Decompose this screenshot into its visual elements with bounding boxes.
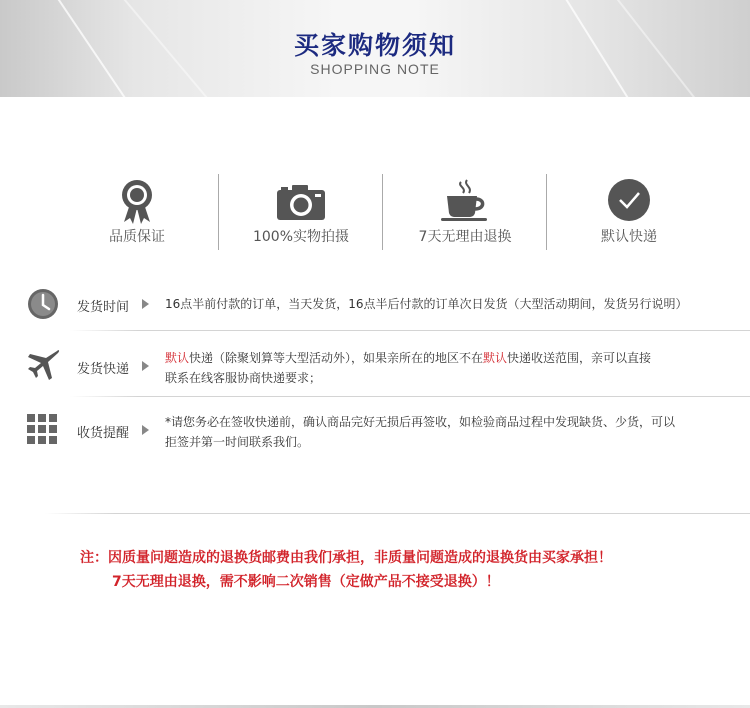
- text-segment: 快递收送范围，亲可以直接: [507, 351, 652, 365]
- page-subtitle: SHOPPING NOTE: [310, 61, 440, 77]
- airplane-icon: [26, 348, 60, 382]
- note-line: 7天无理由退换，需不影响二次销售（定做产品不接受退换）！: [112, 574, 500, 590]
- return-policy-note: [80, 546, 720, 594]
- feature-label: 100%实物拍摄: [252, 229, 350, 245]
- clock-icon: [26, 287, 60, 321]
- notice-text-line: *请您务必在签收快递前，确认商品完好无损后再签收，如检验商品过程中发现缺货、少货，可以: [165, 415, 676, 429]
- notice-text: 16点半前付款的订单，当天发货，16点半后付款的订单次日发货（大型活动期间，发货另行说明）: [165, 297, 688, 311]
- notice-label: 发货快递: [77, 362, 130, 377]
- coffee-cup-icon: [437, 178, 493, 224]
- feature-strip: [55, 172, 710, 252]
- divider: [70, 330, 750, 331]
- grid-icon: [26, 412, 60, 446]
- checkmark-circle-icon: [601, 178, 657, 224]
- notice-label: 收货提醒: [77, 426, 130, 441]
- feature-label: 默认快递: [601, 229, 657, 245]
- arrow-right-icon: [142, 425, 149, 435]
- feature-label: 品质保证: [109, 229, 165, 245]
- arrow-right-icon: [142, 361, 149, 371]
- notice-text: [165, 412, 730, 452]
- page-title: 买家购物须知: [293, 31, 456, 60]
- notice-text: [165, 348, 730, 388]
- notice-text-line: 联系在线客服协商快递要求；: [165, 371, 322, 385]
- arrow-right-icon: [142, 299, 149, 309]
- notice-label: 发货时间: [77, 300, 130, 315]
- feature-real-photo: [219, 172, 383, 252]
- highlight-default: 默认: [165, 351, 190, 365]
- notice-text-line: [165, 348, 730, 368]
- note-line: 注：因质量问题造成的退换货邮费由我们承担，非质量问题造成的退换货由买家承担！: [80, 550, 612, 566]
- header-banner: [0, 0, 750, 97]
- camera-icon: [273, 178, 329, 224]
- divider: [45, 513, 750, 514]
- divider: [70, 396, 750, 397]
- feature-7day-return: [383, 172, 547, 252]
- feature-default-courier: [547, 172, 711, 252]
- text-segment: 快递（除聚划算等大型活动外），如果亲所在的地区不在: [189, 351, 484, 365]
- notice-text-line: 拒签并第一时间联系我们。: [165, 435, 310, 449]
- feature-label: 7天无理由退换: [418, 229, 512, 245]
- rosette-award-icon: [109, 178, 165, 224]
- highlight-default: 默认: [483, 351, 508, 365]
- feature-quality: [55, 172, 219, 252]
